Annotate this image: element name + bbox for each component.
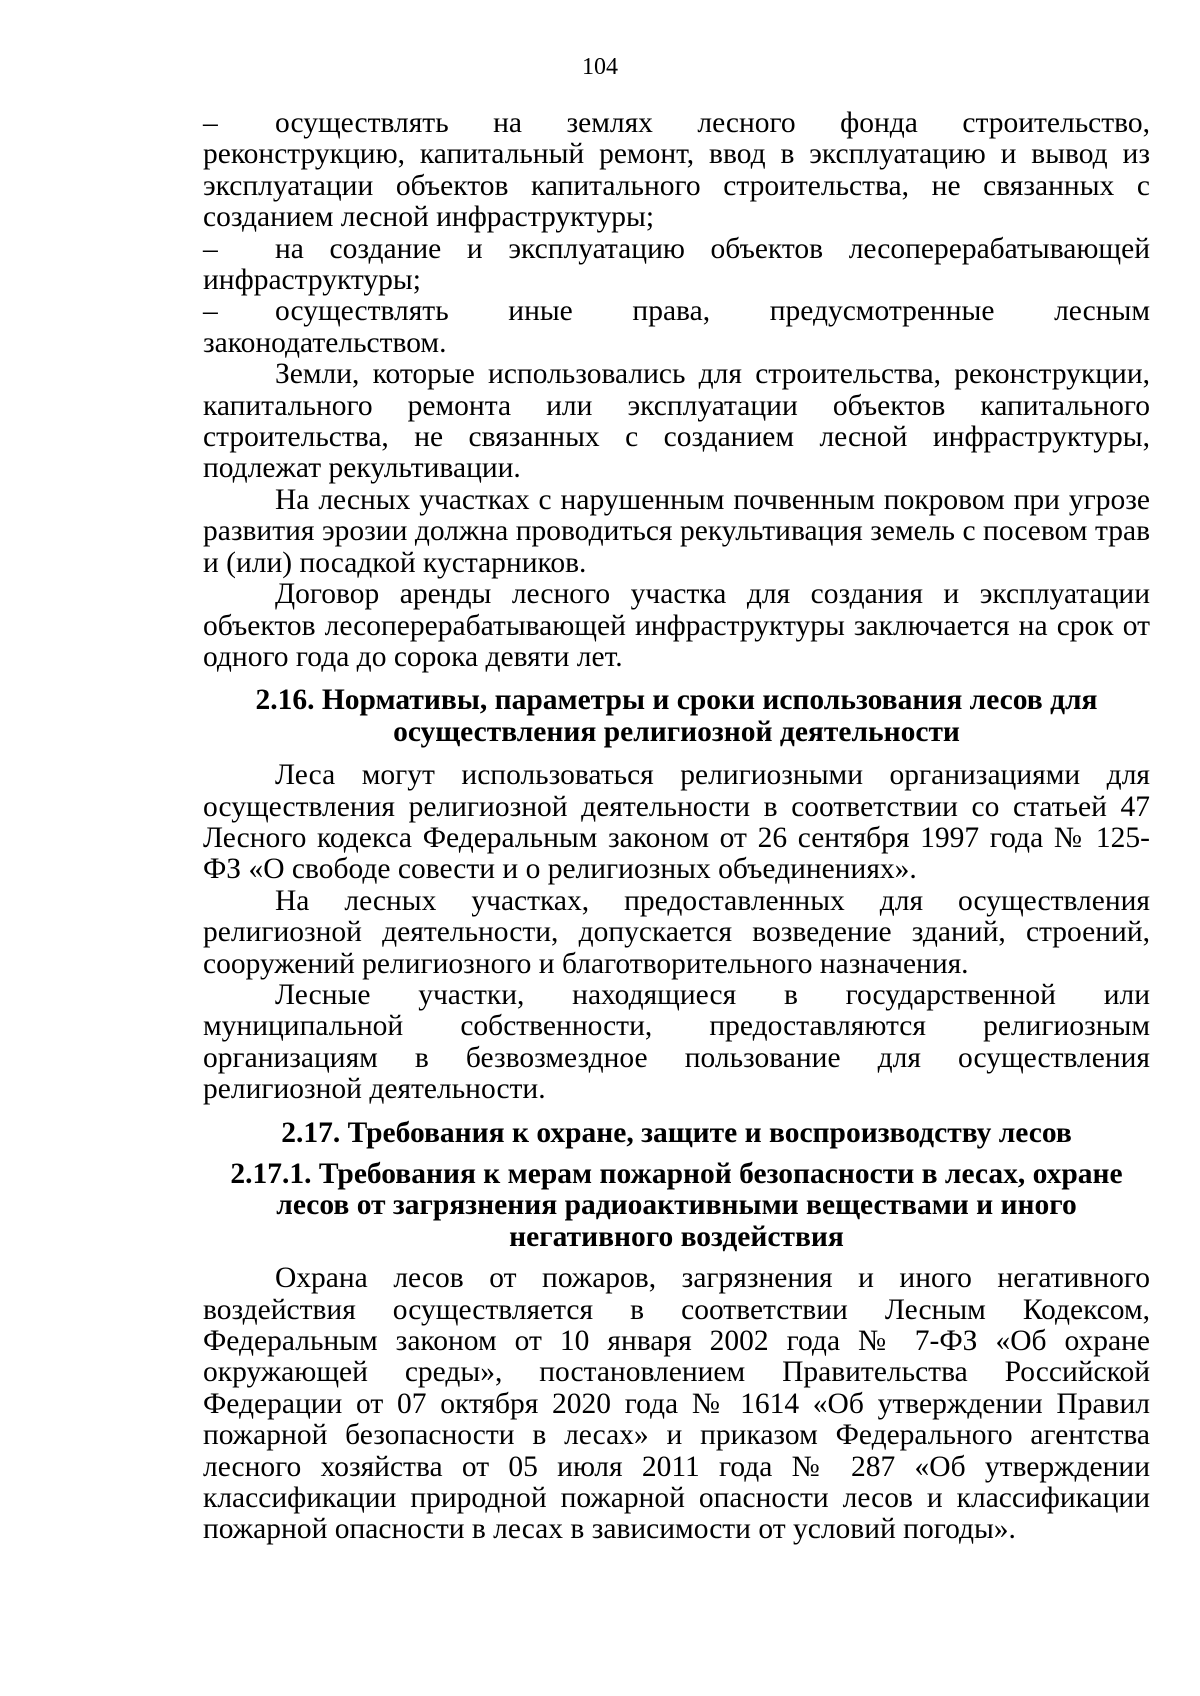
paragraph: Охрана лесов от пожаров, загрязнения и иного негативного воздействия осуществляется в соответствии Лесным Кодексом, Федеральным законом от 10 января 2002 года № 7-ФЗ «Об охране окружающей среды», постановлением Правительства Российской Федерации от 07 октября 2020 года № 1614 «Об утверждении Правил пожарной безопасности в лесах» и приказом Федерального агентства лесного хозяйства от 05 июля 2011 года № 287 «Об утверждении классификации природной пожарной опасности лесов и классификации пожарной опасности в лесах в зависимости от условий погоды». (203, 1262, 1150, 1546)
page-number: 104 (582, 54, 618, 80)
bullet-item (203, 234, 1150, 297)
bullet-dash: – (203, 107, 218, 139)
paragraph: На лесных участках, предоставленных для осуществления религиозной деятельности, допускается возведение зданий, строений, сооружений религиозного и благотворительного назначения. (203, 884, 1150, 980)
bullet-text: на создание и эксплуатацию объектов лесоперерабатывающей инфраструктуры; (203, 232, 1150, 297)
section-heading-2-17: 2.17. Требования к охране, защите и воспроизводству лесов (281, 1116, 1072, 1149)
section-heading-2-16: 2.16. Нормативы, параметры и сроки использования лесов для осуществления религиозной деятельности (255, 684, 1098, 748)
bullet-dash: – (203, 295, 218, 328)
paragraph: Лесные участки, находящиеся в государственной или муниципальной собственности, предоставляются религиозным организациям в безвозмездное пользование для осуществления религиозной деятельности. (203, 978, 1150, 1106)
section-heading-2-17-1: 2.17.1. Требования к мерам пожарной безопасности в лесах, охране лесов от загрязнения радиоактивными веществами и иного негативного воздействия (230, 1158, 1123, 1253)
bullet-item (203, 108, 1150, 234)
paragraph: На лесных участках с нарушенным почвенным покровом при угрозе развития эрозии должна проводиться рекультивация земель с посевом трав и (или) посадкой кустарников. (203, 483, 1150, 579)
bullet-dash: – (203, 232, 218, 265)
bullet-text: осуществлять иные права, предусмотренные лесным законодательством. (203, 295, 1150, 359)
bullet-text: осуществлять на землях лесного фонда строительство, реконструкцию, капитальный ремонт, ввод в эксплуатацию и вывод из эксплуатации объектов капитального строительства, не связанных с созданием лесной инфраструктуры; (203, 107, 1150, 234)
bullet-item (203, 296, 1150, 359)
paragraph: Леса могут использоваться религиозными организациями для осуществления религиозной деятельности в соответствии со статьей 47 Лесного кодекса Федеральным законом от 26 сентября 1997 года № 125-ФЗ «О свободе совести и о религиозных объединениях». (203, 759, 1150, 886)
paragraph: Договор аренды лесного участка для создания и эксплуатации объектов лесоперерабатывающей инфраструктуры заключается на срок от одного года до сорока девяти лет. (203, 578, 1150, 673)
document-body (203, 108, 1150, 1546)
paragraph: Земли, которые использовались для строительства, реконструкции, капитального ремонта или эксплуатации объектов капитального строительства, не связанных с созданием лесной инфраструктуры, подлежат рекультивации. (203, 358, 1150, 485)
